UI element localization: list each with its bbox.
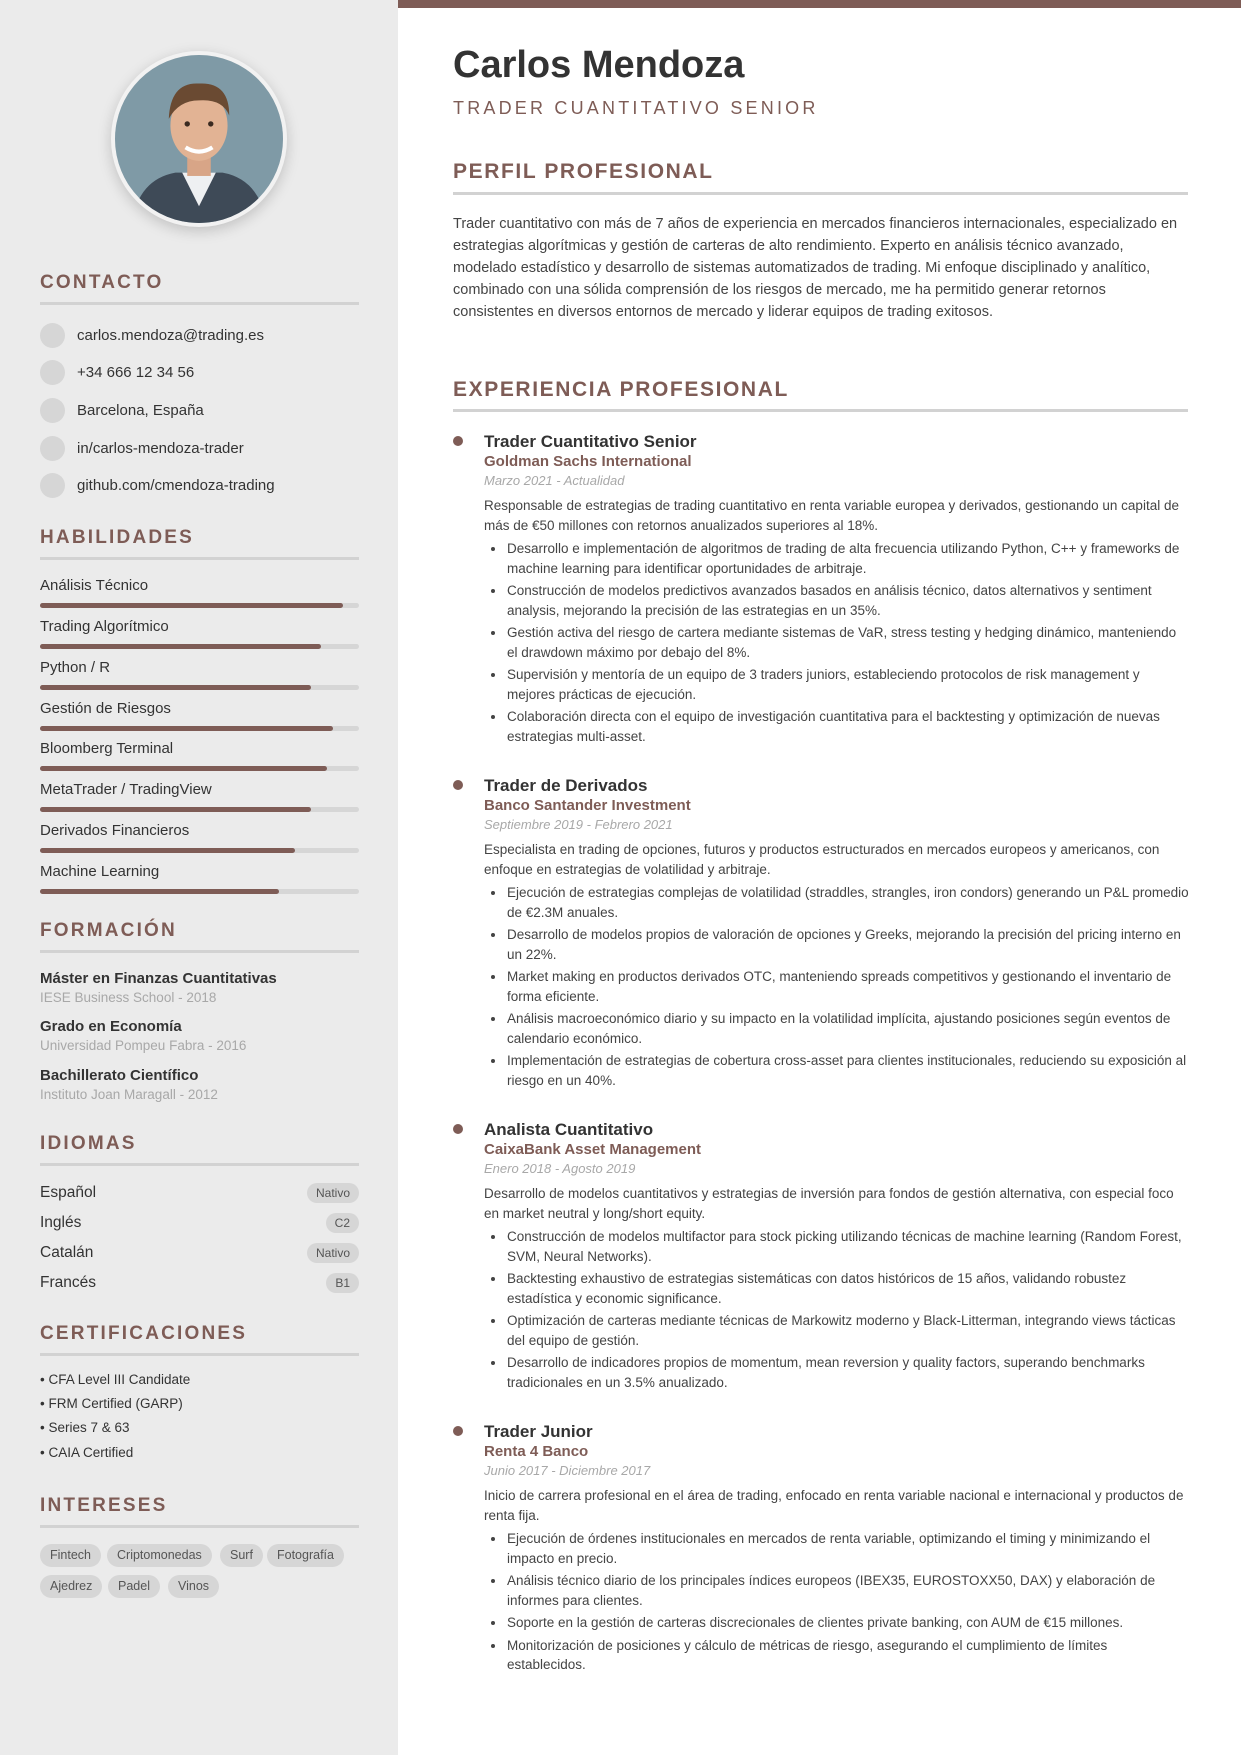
contact-phone-text: +34 666 12 34 56 xyxy=(77,363,195,381)
contact-heading: CONTACTO xyxy=(40,272,164,293)
achievement-item: Soporte en la gestión de carteras discrecionales de clientes private banking, con AUM de €15 millones. xyxy=(484,1613,1189,1633)
contact-phone[interactable] xyxy=(40,359,370,385)
linkedin-icon xyxy=(40,436,65,461)
skill-item xyxy=(40,658,359,678)
achievement-item: Ejecución de órdenes institucionales en mercados de renta variable, optimizando el timing y minimizando el impacto en precio. xyxy=(484,1529,1189,1568)
phone-icon xyxy=(40,360,65,385)
skill-bar-fill xyxy=(40,726,333,731)
education-degree: Máster en Finanzas Cuantitativas xyxy=(40,970,277,987)
skill-item xyxy=(40,780,359,800)
profile-divider xyxy=(453,192,1188,195)
skill-item xyxy=(40,862,359,882)
language-name: Español xyxy=(40,1184,97,1201)
education-school: Instituto Joan Maragall - 2012 xyxy=(40,1087,218,1102)
achievement-item: Análisis técnico diario de los principales índices europeos (IBEX35, EUROSTOXX50, DAX) y elaboración de informes para clientes. xyxy=(484,1571,1189,1610)
timeline-dot xyxy=(453,1426,463,1436)
language-level-badge: Nativo xyxy=(307,1243,359,1263)
skill-item xyxy=(40,617,359,637)
contact-location-text: Barcelona, España xyxy=(77,401,204,419)
contact-email[interactable] xyxy=(40,322,370,348)
achievement-item: Análisis macroeconómico diario y su impacto en la volatilidad implícita, ajustando posiciones según eventos de calendario económico. xyxy=(484,1009,1189,1048)
contact-location xyxy=(40,397,370,423)
achievement-item: Colaboración directa con el equipo de investigación cuantitativa para el backtesting y optimización de nuevas estrategias multi-asset. xyxy=(484,707,1189,746)
skill-label: Bloomberg Terminal xyxy=(40,740,174,757)
skill-item xyxy=(40,821,359,841)
interest-tag: Padel xyxy=(108,1575,160,1598)
job-company: CaixaBank Asset Management xyxy=(484,1141,702,1158)
skill-label: Machine Learning xyxy=(40,863,160,880)
skill-bar-track xyxy=(40,889,359,894)
skill-label: MetaTrader / TradingView xyxy=(40,781,212,798)
main-content xyxy=(398,0,1241,1755)
accent-top-bar xyxy=(398,0,1241,8)
achievement-item: Desarrollo e implementación de algoritmos de trading de alta frecuencia utilizando Python, C++ y frameworks de machine learning para identificar oportunidades de arbitraje. xyxy=(484,539,1189,578)
language-level-badge: B1 xyxy=(326,1273,359,1293)
skill-label: Python / R xyxy=(40,659,111,676)
contact-email-text: carlos.mendoza@trading.es xyxy=(77,326,264,344)
skill-label: Análisis Técnico xyxy=(40,577,149,594)
certifications-heading: CERTIFICACIONES xyxy=(40,1323,248,1344)
timeline-dot xyxy=(453,436,463,446)
skill-bar-fill xyxy=(40,644,321,649)
interest-tag: Ajedrez xyxy=(40,1575,102,1598)
skill-bar-fill xyxy=(40,685,311,690)
job-dates: Enero 2018 - Agosto 2019 xyxy=(484,1161,636,1176)
job-company: Banco Santander Investment xyxy=(484,797,691,814)
skill-bar-track xyxy=(40,685,359,690)
candidate-role: TRADER CUANTITATIVO SENIOR xyxy=(453,98,819,118)
language-item xyxy=(40,1272,359,1294)
certification-item: • Series 7 & 63 xyxy=(40,1420,130,1435)
timeline-dot xyxy=(453,780,463,790)
contact-github[interactable] xyxy=(40,472,370,498)
certification-item: • FRM Certified (GARP) xyxy=(40,1396,183,1411)
language-name: Catalán xyxy=(40,1244,94,1261)
language-level-badge: Nativo xyxy=(307,1183,359,1203)
skill-bar-fill xyxy=(40,807,311,812)
skill-bar-fill xyxy=(40,848,295,853)
location-icon xyxy=(40,398,65,423)
skill-bar-fill xyxy=(40,603,343,608)
education-item xyxy=(40,1018,370,1055)
education-school: IESE Business School - 2018 xyxy=(40,990,217,1005)
github-icon xyxy=(40,473,65,498)
interest-tag: Fintech xyxy=(40,1544,101,1567)
experience-item xyxy=(453,431,1193,746)
profile-text: Trader cuantitativo con más de 7 años de experiencia en mercados financieros internacionales, especializado en estrategias algorítmicas y gestión de carteras de alto rendimiento. Experto en análisis técnico avanzado, modelado estadístico y desarrollo de sistemas automatizados de trading. Mi enfoque disciplinado y analítico, combinado con una sólida comprensión de los riesgos de mercado, me ha permitido generar retornos consistentes en diversos entornos de mercado y liderar equipos de trading exitosos. xyxy=(453,216,1178,320)
interest-tag: Fotografía xyxy=(267,1544,344,1567)
interests-heading: INTERESES xyxy=(40,1495,168,1516)
skills-heading: HABILIDADES xyxy=(40,527,195,548)
experience-item xyxy=(453,775,1193,1090)
profile-photo xyxy=(111,51,287,227)
achievement-item: Desarrollo de modelos propios de valoración de opciones y Greeks, mejorando la precisión del pricing interno en un 22%. xyxy=(484,925,1189,964)
skill-bar-fill xyxy=(40,889,279,894)
skill-bar-track xyxy=(40,644,359,649)
contact-linkedin[interactable] xyxy=(40,435,370,461)
certification-item: • CAIA Certified xyxy=(40,1445,134,1460)
achievement-item: Optimización de carteras mediante técnicas de Markowitz moderno y Black-Litterman, integrando views tácticas del equipo de gestión. xyxy=(484,1311,1189,1350)
job-company: Goldman Sachs International xyxy=(484,453,692,470)
job-dates: Marzo 2021 - Actualidad xyxy=(484,473,625,488)
achievement-item: Gestión activa del riesgo de cartera mediante sistemas de VaR, stress testing y hedging dinámico, manteniendo el drawdown máximo por debajo del 8%. xyxy=(484,623,1189,662)
achievement-item: Market making en productos derivados OTC, manteniendo spreads competitivos y gestionando el inventario de forma eficiente. xyxy=(484,967,1189,1006)
skill-label: Gestión de Riesgos xyxy=(40,700,171,717)
contact-github-text: github.com/cmendoza-trading xyxy=(77,476,275,494)
contact-linkedin-text: in/carlos-mendoza-trader xyxy=(77,439,244,457)
skill-label: Trading Algorítmico xyxy=(40,618,169,635)
language-level-badge: C2 xyxy=(326,1213,359,1233)
job-description: Especialista en trading de opciones, futuros y productos estructurados en mercados europeos y americanos, con enfoque en estrategias de volatilidad y arbitraje. xyxy=(484,842,1160,877)
skill-bar-track xyxy=(40,726,359,731)
achievement-item: Desarrollo de indicadores propios de momentum, mean reversion y quality factors, superando benchmarks tradicionales en un 3.5% anualizado. xyxy=(484,1353,1189,1392)
job-description: Desarrollo de modelos cuantitativos y estrategias de inversión para fondos de gestión alternativa, con especial foco en market neutral y long/short equity. xyxy=(484,1186,1174,1221)
job-achievements xyxy=(484,1227,1189,1392)
certifications-divider xyxy=(40,1353,359,1356)
education-item xyxy=(40,970,370,1007)
achievement-item: Ejecución de estrategias complejas de volatilidad (straddles, strangles, iron condors) generando un P&L promedio de €2.3M anuales. xyxy=(484,883,1189,922)
experience-item xyxy=(453,1119,1193,1392)
language-name: Francés xyxy=(40,1274,96,1291)
achievement-item: Construcción de modelos predictivos avanzados basados en análisis técnico, datos alternativos y sentiment analysis, mejorando la precisión de las estrategias en un 35%. xyxy=(484,581,1189,620)
sidebar xyxy=(0,0,398,1755)
education-degree: Bachillerato Científico xyxy=(40,1067,199,1084)
job-description: Responsable de estrategias de trading cuantitativo en renta variable europea y derivados, gestionando un capital de más de €50 millones con retornos anualizados superiores al 18%. xyxy=(484,498,1179,533)
education-heading: FORMACIÓN xyxy=(40,920,177,941)
job-achievements xyxy=(484,539,1189,746)
experience-divider xyxy=(453,409,1188,412)
skill-bar-track xyxy=(40,766,359,771)
language-item xyxy=(40,1242,359,1264)
interest-tag: Vinos xyxy=(168,1575,219,1598)
languages-divider xyxy=(40,1163,359,1166)
profile-heading: PERFIL PROFESIONAL xyxy=(453,160,714,183)
achievement-item: Supervisión y mentoría de un equipo de 3 traders juniors, estableciendo protocolos de risk management y mejores prácticas de ejecución. xyxy=(484,665,1189,704)
skill-bar-track xyxy=(40,848,359,853)
skill-item xyxy=(40,576,359,596)
interest-tag: Criptomonedas xyxy=(107,1544,212,1567)
contact-divider xyxy=(40,302,359,305)
job-achievements xyxy=(484,883,1189,1090)
language-item xyxy=(40,1182,359,1204)
timeline-dot xyxy=(453,1124,463,1134)
education-school: Universidad Pompeu Fabra - 2016 xyxy=(40,1038,247,1053)
experience-heading: EXPERIENCIA PROFESIONAL xyxy=(453,378,789,401)
job-dates: Septiembre 2019 - Febrero 2021 xyxy=(484,817,673,832)
skill-label: Derivados Financieros xyxy=(40,822,190,839)
achievement-item: Implementación de estrategias de cobertura cross-asset para clientes institucionales, reduciendo su exposición al riesgo en un 40%. xyxy=(484,1051,1189,1090)
job-title: Trader Junior xyxy=(484,1422,593,1441)
achievement-item: Monitorización de posiciones y cálculo de métricas de riesgo, asegurando el cumplimiento de límites establecidos. xyxy=(484,1636,1189,1675)
skill-item xyxy=(40,739,359,759)
education-item xyxy=(40,1067,370,1104)
interest-tag: Surf xyxy=(220,1544,263,1567)
skill-item xyxy=(40,699,359,719)
candidate-name: Carlos Mendoza xyxy=(453,44,745,86)
achievement-item: Construcción de modelos multifactor para stock picking utilizando técnicas de machine learning (Random Forest, SVM, Neural Networks). xyxy=(484,1227,1189,1266)
skill-bar-fill xyxy=(40,766,327,771)
experience-item xyxy=(453,1421,1193,1675)
job-title: Trader de Derivados xyxy=(484,776,648,795)
job-dates: Junio 2017 - Diciembre 2017 xyxy=(484,1463,651,1478)
language-item xyxy=(40,1212,359,1234)
job-achievements xyxy=(484,1529,1189,1675)
job-company: Renta 4 Banco xyxy=(484,1443,589,1460)
education-degree: Grado en Economía xyxy=(40,1018,182,1035)
education-divider xyxy=(40,950,359,953)
skill-bar-track xyxy=(40,603,359,608)
job-description: Inicio de carrera profesional en el área de trading, enfocado en renta variable nacional e internacional y productos de renta fija. xyxy=(484,1488,1184,1523)
portrait-image xyxy=(115,55,283,223)
job-title: Analista Cuantitativo xyxy=(484,1120,654,1139)
achievement-item: Backtesting exhaustivo de estrategias sistemáticas con datos históricos de 15 años, validando robustez estadística y economic significance. xyxy=(484,1269,1189,1308)
languages-heading: IDIOMAS xyxy=(40,1133,137,1154)
interests-divider xyxy=(40,1525,359,1528)
language-name: Inglés xyxy=(40,1214,82,1231)
job-title: Trader Cuantitativo Senior xyxy=(484,432,697,451)
skill-bar-track xyxy=(40,807,359,812)
email-icon xyxy=(40,323,65,348)
skills-divider xyxy=(40,557,359,560)
certification-item: • CFA Level III Candidate xyxy=(40,1372,191,1387)
